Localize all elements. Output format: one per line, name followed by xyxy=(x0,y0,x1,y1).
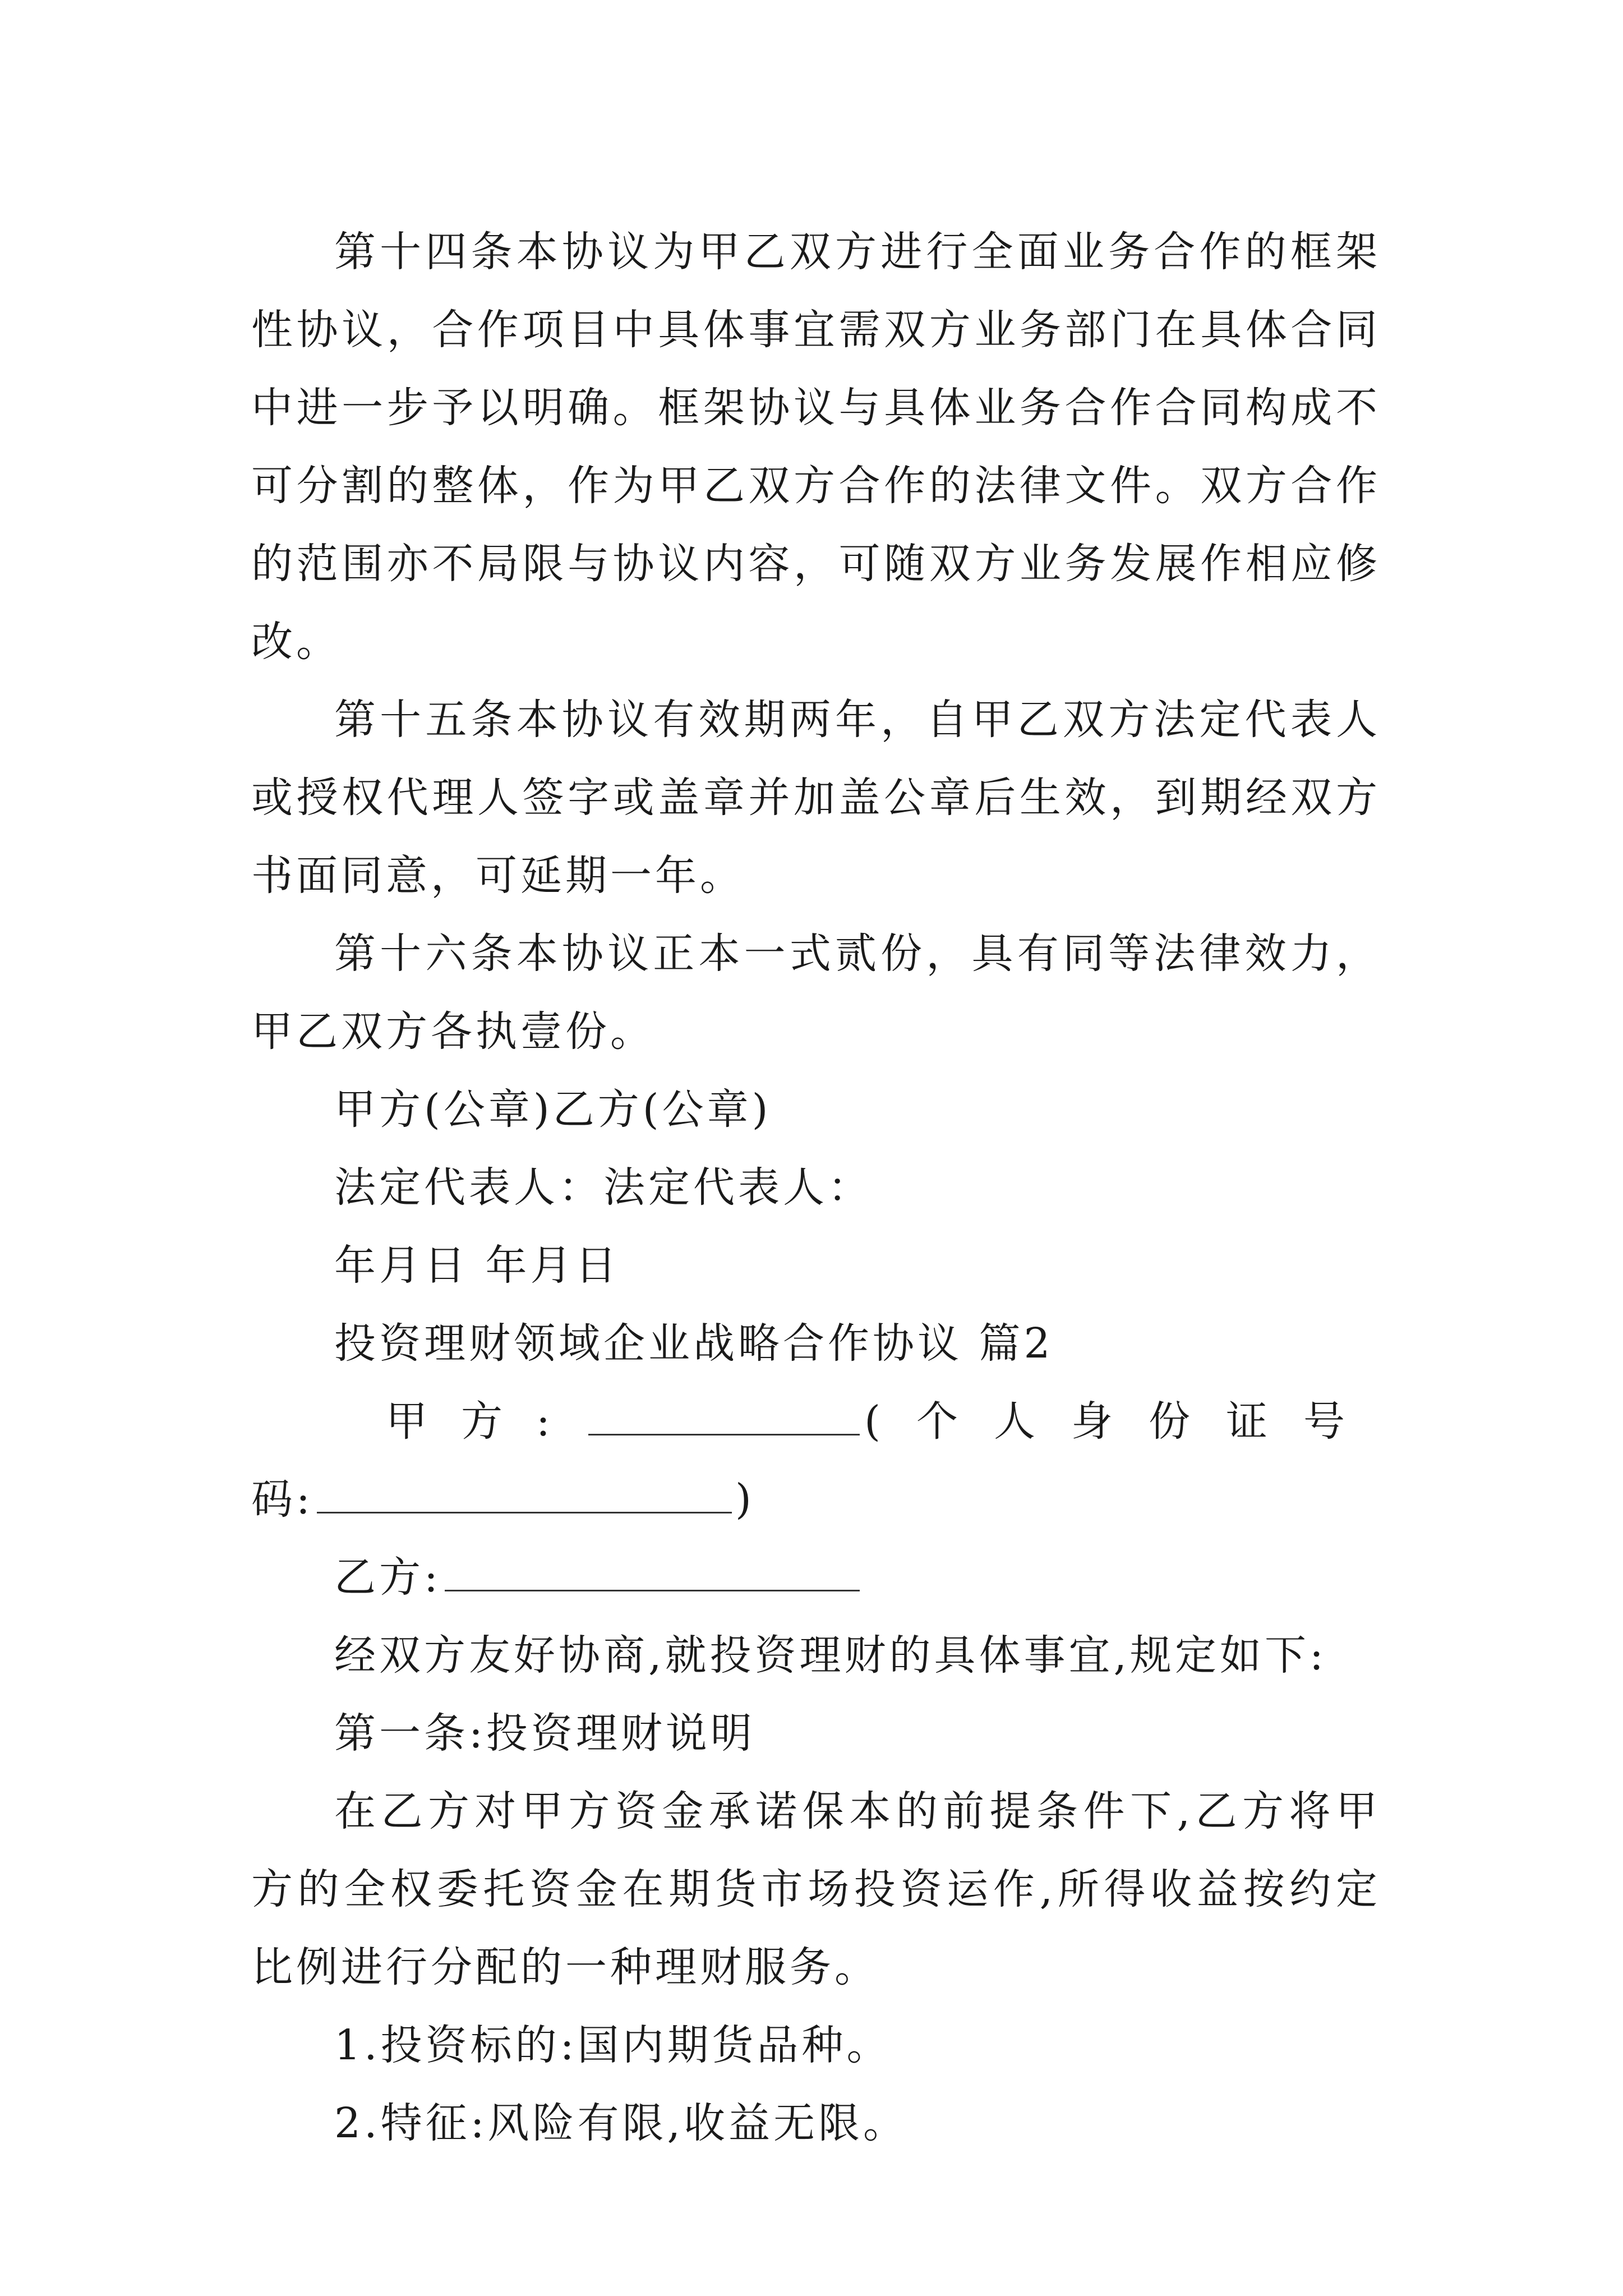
intro-line: 经双方友好协商,就投资理财的具体事宜,规定如下: xyxy=(334,1631,1327,1680)
date-line: 年月日 年月日 xyxy=(334,1241,620,1290)
id-number-close: ) xyxy=(735,1475,755,1524)
id-number-blank xyxy=(317,1478,732,1513)
party-b-row xyxy=(251,1539,1381,1617)
document-page xyxy=(251,213,1381,2162)
section-1-body: 在乙方对甲方资金承诺保本的前提条件下,乙方将甲方的全权委托资金在期货市场投资运作,所得收益按约定比例进行分配的一种理财服务。 xyxy=(251,1787,1381,1991)
section-1-title: 第一条:投资理财说明 xyxy=(334,1709,755,1757)
party-a-label: 甲方: xyxy=(386,1397,584,1446)
seal-line: 甲方(公章)乙方(公章) xyxy=(334,1085,772,1134)
party-b-blank xyxy=(445,1556,860,1591)
legal-rep-line: 法定代表人：法定代表人： xyxy=(334,1163,873,1212)
item-1: 1.投资标的:国内期货品种。 xyxy=(334,2021,892,2069)
article-15: 第十五条本协议有效期两年，自甲乙双方法定代表人或授权代理人签字或盖章并加盖公章后生效，到期经双方书面同意，可延期一年。 xyxy=(251,696,1381,900)
party-a-row xyxy=(251,1383,1381,1461)
article-16: 第十六条本协议正本一式贰份，具有同等法律效力，甲乙双方各执壹份。 xyxy=(251,930,1381,1056)
item-2: 2.特征:风险有限,收益无限。 xyxy=(334,2099,909,2147)
party-b-label: 乙方: xyxy=(334,1553,441,1602)
party-a-blank xyxy=(588,1400,860,1435)
agreement-title-2: 投资理财领域企业战略合作协议 篇2 xyxy=(334,1319,1054,1368)
id-number-label: 码: xyxy=(251,1475,313,1524)
id-number-row xyxy=(251,1461,1381,1539)
id-number-open: (个人身份证号 xyxy=(864,1397,1381,1446)
article-14: 第十四条本协议为甲乙双方进行全面业务合作的框架性协议，合作项目中具体事宜需双方业务部门在具体合同中进一步予以明确。框架协议与具体业务合作合同构成不可分割的整体，作为甲乙双方合作的法律文件。双方合作的范围亦不局限与协议内容，可随双方业务发展作相应修改。 xyxy=(251,228,1381,666)
